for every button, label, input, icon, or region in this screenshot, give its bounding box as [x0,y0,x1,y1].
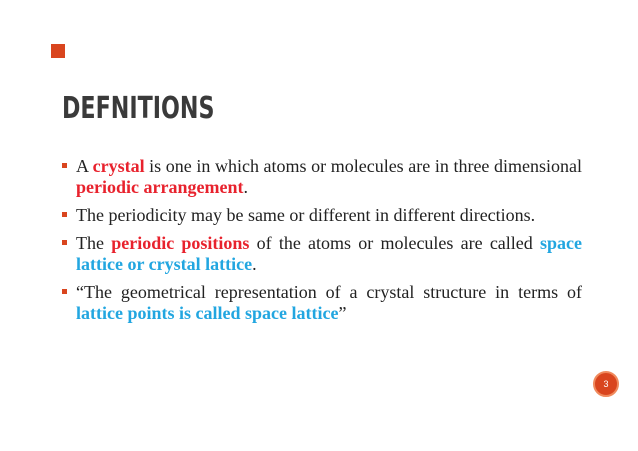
bullet-text: “The geometrical representation of a crystal structure in terms of [76,282,582,302]
square-bullet-icon [62,240,67,245]
square-bullet-icon [62,289,67,294]
highlight-term: crystal [92,156,145,176]
highlight-term: periodic positions [111,233,250,253]
accent-square [51,44,65,58]
slide-title: DEFNITIONS [62,91,215,126]
bullet-text: A [76,156,93,176]
bullet-text: The [76,233,112,253]
bullet-text: ” [338,303,347,323]
bullet-item-crystal [62,156,582,198]
bullet-item-periodic-positions [62,233,582,275]
highlight-term: periodic arrangement [76,177,244,197]
bullet-item-space-lattice [62,282,582,324]
bullet-text: of the atoms or molecules are called [249,233,540,253]
bullet-text: The periodicity may be same or different in different directions. [76,205,536,225]
bullet-text: . [252,254,257,274]
bullet-list [62,156,582,331]
highlight-term: lattice points is called space lattice [76,303,339,323]
bullet-item-periodicity [62,205,582,226]
square-bullet-icon [62,163,67,168]
page-number-badge: 3 [593,371,619,397]
bullet-text: is one in which atoms or molecules are in three dimensional [144,156,582,176]
bullet-text: . [243,177,248,197]
square-bullet-icon [62,212,67,217]
highlight-term: space lattice or crystal lattice [76,233,582,274]
